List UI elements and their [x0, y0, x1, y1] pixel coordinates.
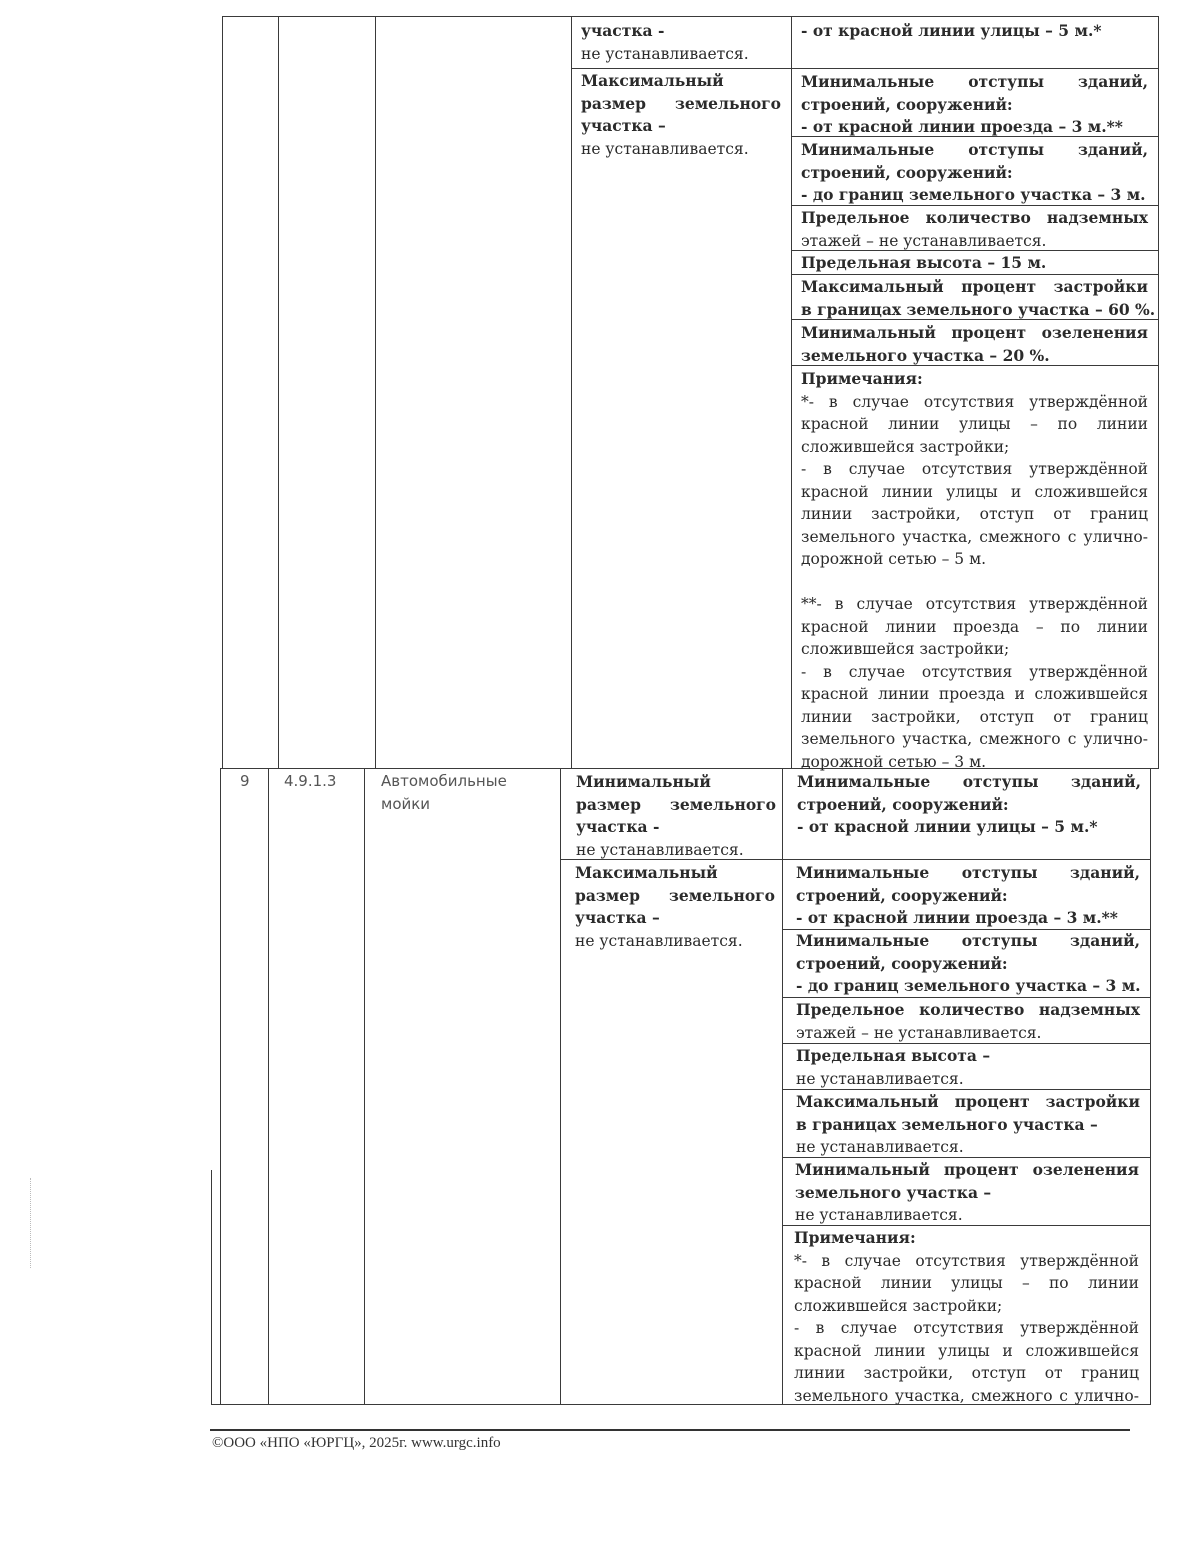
cell-line: линии застройки, отступ от границ [801, 505, 1148, 523]
cell-line: Минимальные отступы зданий, [796, 863, 1140, 882]
cell-line: не устанавливается. [581, 44, 749, 63]
table-border-right [1158, 16, 1159, 769]
cell-line: не устанавливается. [576, 840, 744, 859]
cell-line: *- в случае отсутствия утверждённой [801, 392, 1148, 411]
cell-line: мойки [381, 794, 431, 813]
table-border-left-outer [211, 1170, 212, 1404]
cell-line: красной линии проезда – по линии [801, 617, 1148, 636]
cell-line: участка – [581, 116, 666, 135]
cell-line: - в случае отсутствия утверждённой [801, 460, 1148, 478]
cell-line: красной линии улицы – по линии [801, 415, 1148, 433]
param-cell [796, 862, 1140, 930]
cell-line: Минимальные отступы зданий, [801, 72, 1148, 91]
row-number: 9 [240, 772, 250, 790]
scan-margin-marks [30, 1178, 34, 1268]
param-cell [801, 71, 1148, 139]
cell-line: - от красной линии проезда – 3 м.** [796, 908, 1118, 927]
cell-line: строений, сооружений: [796, 885, 1008, 905]
cell-line: - в случае отсутствия утверждённой [801, 662, 1148, 681]
cell-line: земельного участка, смежного с улично- [801, 730, 1148, 748]
cell-line: красной линии проезда и сложившейся [801, 685, 1148, 703]
table-border-left [222, 16, 223, 769]
cell-line: не устанавливается. [575, 931, 743, 950]
col-divider-3 [571, 16, 572, 769]
notes-heading: Примечания: [801, 369, 923, 388]
param-cell [796, 999, 1140, 1044]
cell-line: Максимальный [575, 863, 718, 882]
cell-line: Минимальные отступы зданий, [797, 772, 1141, 791]
param-cell [801, 139, 1148, 207]
param-cell [796, 1045, 1140, 1090]
cell-line: - до границ земельного участка – 3 м. [801, 185, 1146, 204]
cell-line: не устанавливается. [796, 1138, 964, 1156]
notes-cell [801, 368, 1148, 773]
cell-line: не устанавливается. [796, 1069, 964, 1088]
cell-line: - до границ земельного участка – 3 м. [796, 976, 1141, 995]
max-size-cell [575, 862, 775, 952]
cell-line: сложившейся застройки; [794, 1296, 1003, 1315]
param-cell [796, 1091, 1140, 1159]
min-size-cell [581, 20, 781, 65]
cell-line: строений, сооружений: [801, 94, 1013, 114]
cell-line: Предельная высота – [796, 1046, 991, 1065]
cell-line: участка – [575, 908, 660, 927]
col-divider-2 [364, 768, 365, 1404]
cell-line: размер земельного [575, 885, 775, 905]
cell-line: строений, сооружений: [797, 794, 1009, 814]
col-divider-1 [278, 16, 279, 769]
cell-line: красной линии улицы и сложившейся [794, 1341, 1139, 1360]
cell-line: **- в случае отсутствия утверждённой [801, 595, 1148, 613]
cell-line: размер земельного [576, 794, 776, 814]
cell-line: строений, сооружений: [796, 953, 1008, 973]
cell-line: *- в случае отсутствия утверждённой [794, 1251, 1139, 1270]
param-cell [801, 322, 1148, 367]
cell-line: дорожной сетью – 3 м. [801, 752, 987, 771]
col-divider-2 [375, 16, 376, 769]
cell-line: сложившейся застройки; [801, 640, 1010, 658]
cell-line: земельного участка, смежного с улично- [801, 527, 1148, 546]
cell-line: размер земельного [581, 93, 781, 113]
param-cell [801, 252, 1148, 275]
param-cell [796, 930, 1140, 998]
cell-line: Автомобильные [381, 772, 507, 790]
cell-line: сложившейся застройки; [801, 437, 1010, 456]
notes-cell [794, 1227, 1139, 1407]
cell-line: Максимальный процент застройки [796, 1092, 1140, 1111]
cell-line: участка - [576, 817, 660, 836]
cell-line [801, 571, 1148, 594]
cell-line: дорожной сетью – 5 м. [801, 550, 987, 568]
cell-line: - в случае отсутствия утверждённой [794, 1319, 1139, 1337]
min-size-cell [576, 771, 776, 861]
cell-line: этажей – не устанавливается. [796, 1023, 1042, 1042]
cell-line: земельного участка – [795, 1182, 992, 1202]
cell-line: не устанавливается. [581, 139, 749, 158]
cell-line: красной линии улицы и сложившейся [801, 482, 1148, 501]
param-cell [801, 20, 1148, 43]
footer-copyright: ©ООО «НПО «ЮРГЦ», 2025г. www.urgc.info [212, 1435, 501, 1451]
cell-line: Максимальный процент застройки [801, 277, 1148, 296]
cell-line: Максимальный [581, 71, 724, 90]
cell-line: - от красной линии улицы – 5 м.* [801, 21, 1102, 40]
col-divider-3 [560, 768, 561, 1404]
cell-line: Минимальный процент озеленения [801, 323, 1148, 342]
cell-line: - от красной линии проезда – 3 м.** [801, 117, 1123, 136]
cell-line: Минимальные отступы зданий, [801, 140, 1148, 159]
cell-line: Минимальные отступы зданий, [796, 931, 1140, 950]
cell-line: земельного участка – 20 %. [801, 345, 1050, 365]
cell-line: линии застройки, отступ от границ [794, 1364, 1139, 1382]
row-code: 4.9.1.3 [284, 772, 337, 790]
cell-line: строений, сооружений: [801, 162, 1013, 182]
col-divider-4 [791, 16, 792, 769]
cell-line: Минимальный процент озеленения [795, 1160, 1139, 1179]
param-cell [801, 207, 1148, 252]
table-border-top [222, 16, 1159, 17]
cell-line: этажей – не устанавливается. [801, 231, 1047, 250]
cell-line: земельного участка, смежного с улично- [794, 1386, 1139, 1405]
cell-line: участка - [581, 21, 665, 40]
max-size-cell [581, 70, 781, 160]
table-border-right [1150, 768, 1151, 1404]
col-divider-1 [268, 768, 269, 1404]
param-cell [795, 1159, 1139, 1227]
cell-line: красной линии улицы – по линии [794, 1274, 1139, 1292]
table-border-left [220, 768, 221, 1404]
row-line [571, 68, 1159, 69]
cell-line: не устанавливается. [795, 1206, 963, 1224]
row-name [381, 770, 507, 815]
cell-line: Предельное количество надземных [801, 208, 1148, 227]
param-cell [797, 771, 1141, 839]
cell-line: - от красной линии улицы – 5 м.* [797, 817, 1098, 836]
cell-line: в границах земельного участка – 60 %. [801, 299, 1156, 319]
col-divider-4 [782, 768, 783, 1404]
cell-line: в границах земельного участка – [796, 1114, 1098, 1134]
cell-line: Предельная высота – 15 м. [801, 253, 1047, 272]
cell-line: линии застройки, отступ от границ [801, 707, 1148, 726]
cell-line: Предельное количество надземных [796, 1000, 1140, 1019]
footer-rule [210, 1429, 1130, 1431]
param-cell [801, 276, 1156, 321]
cell-line: Минимальный [576, 772, 711, 791]
notes-heading: Примечания: [794, 1228, 916, 1247]
